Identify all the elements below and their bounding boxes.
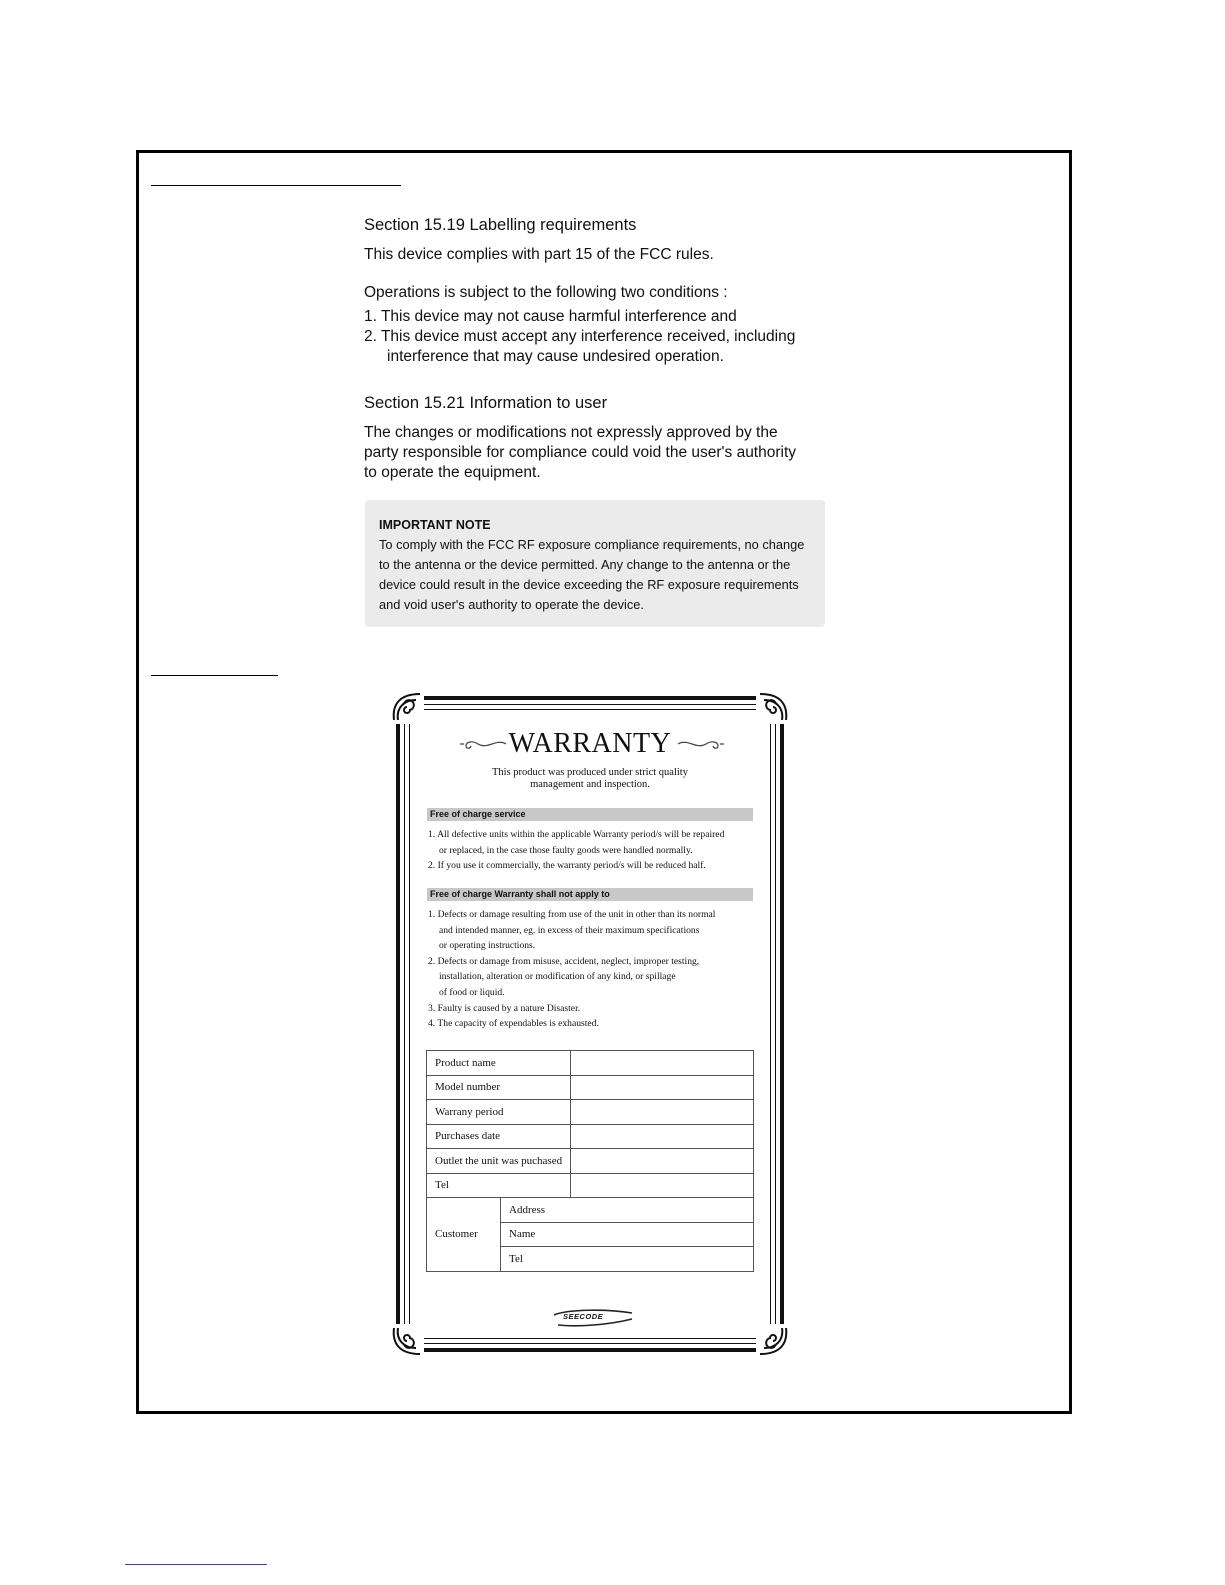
table-row [427, 1051, 754, 1076]
warranty-card [390, 690, 790, 1358]
purchases-date-field[interactable] [571, 1124, 754, 1149]
table-row [427, 1075, 754, 1100]
footnote-line [125, 1564, 267, 1565]
note-line-2: to the antenna or the device permitted. Any change to the antenna or the [379, 557, 791, 572]
important-note-box [365, 500, 825, 627]
condition-2-continued: interference that may cause undesired operation. [387, 348, 724, 365]
outlet-field[interactable] [571, 1149, 754, 1174]
swirl-right-icon [676, 736, 726, 752]
note-line-3: device could result in the device exceeding the RF exposure requirements [379, 577, 799, 592]
list-item: 4. The capacity of expendables is exhausted. [428, 1018, 599, 1030]
warranty-title: WARRANTY [508, 728, 672, 759]
condition-2: 2. This device must accept any interference received, including [364, 328, 796, 345]
table-row [427, 1100, 754, 1125]
corner-ornament-icon [756, 690, 790, 724]
list-item: or operating instructions. [439, 940, 536, 952]
corner-ornament-icon [390, 1324, 424, 1358]
warranty-period-field[interactable] [571, 1100, 754, 1125]
section-15-21-title: Section 15.21 Information to user [364, 394, 608, 412]
warranty-subtitle [390, 767, 790, 791]
product-name-label: Product name [427, 1051, 571, 1076]
note-line-1: To comply with the FCC RF exposure compliance requirements, no change [379, 537, 805, 552]
seecode-logo [548, 1307, 638, 1329]
info-line-3: to operate the equipment. [364, 464, 541, 481]
free-service-header: Free of charge service [427, 808, 753, 821]
corner-ornament-icon [756, 1324, 790, 1358]
conditions-intro: Operations is subject to the following two conditions : [364, 284, 728, 301]
list-item: installation, alteration or modification of any kind, or spillage [439, 971, 676, 983]
outlet-label: Outlet the unit was puchased [427, 1149, 571, 1174]
condition-1: 1. This device may not cause harmful interference and [364, 308, 737, 325]
section-underline-warranty [151, 675, 278, 676]
logo-text: SEECODE [563, 1312, 604, 1321]
free-service-list [428, 827, 754, 874]
table-row [427, 1149, 754, 1174]
table-row [427, 1198, 754, 1223]
fcc-statement [364, 215, 834, 483]
section-15-19-title: Section 15.19 Labelling requirements [364, 216, 637, 234]
warranty-info-table [426, 1050, 754, 1272]
subtitle-line-1: This product was produced under strict quality [492, 767, 688, 778]
important-note-title: IMPORTANT NOTE [379, 518, 491, 532]
list-item: and intended manner, eg. in excess of their maximum specifications [439, 924, 700, 936]
info-line-2: party responsible for compliance could void the user's authority [364, 444, 797, 461]
list-item: or replaced, in the case those faulty goods were handled normally. [439, 844, 693, 856]
list-item: 1. Defects or damage resulting from use of the unit in other than its normal [428, 909, 716, 920]
list-item: 1. All defective units within the applicable Warranty period/s will be repaired [428, 829, 725, 840]
note-line-4: and void user's authority to operate the device. [379, 597, 644, 612]
corner-ornament-icon [390, 690, 424, 724]
customer-label: Customer [427, 1198, 501, 1272]
tel-label: Tel [427, 1173, 571, 1198]
info-line-1: The changes or modifications not expressly approved by the [364, 424, 778, 441]
list-item: of food or liquid. [439, 986, 505, 998]
purchases-date-label: Purchases date [427, 1124, 571, 1149]
customer-name-field[interactable]: Name [501, 1222, 754, 1247]
compliance-line: This device complies with part 15 of the FCC rules. [364, 246, 714, 263]
tel-field[interactable] [571, 1173, 754, 1198]
warranty-period-label: Warrany period [427, 1100, 571, 1125]
list-item: 3. Faulty is caused by a nature Disaster. [428, 1002, 581, 1014]
not-apply-header: Free of charge Warranty shall not apply to [427, 888, 753, 901]
model-number-field[interactable] [571, 1075, 754, 1100]
not-apply-list [428, 907, 754, 1032]
model-number-label: Model number [427, 1075, 571, 1100]
table-row [427, 1124, 754, 1149]
table-row [427, 1173, 754, 1198]
customer-address-field[interactable]: Address [501, 1198, 754, 1223]
product-name-field[interactable] [571, 1051, 754, 1076]
subtitle-line-2: management and inspection. [530, 779, 650, 790]
customer-tel-field[interactable]: Tel [501, 1247, 754, 1272]
list-item: 2. Defects or damage from misuse, accident, neglect, improper testing, [428, 955, 700, 967]
list-item: 2. If you use it commercially, the warranty period/s will be reduced half. [428, 860, 706, 872]
section-underline-top [151, 185, 401, 186]
